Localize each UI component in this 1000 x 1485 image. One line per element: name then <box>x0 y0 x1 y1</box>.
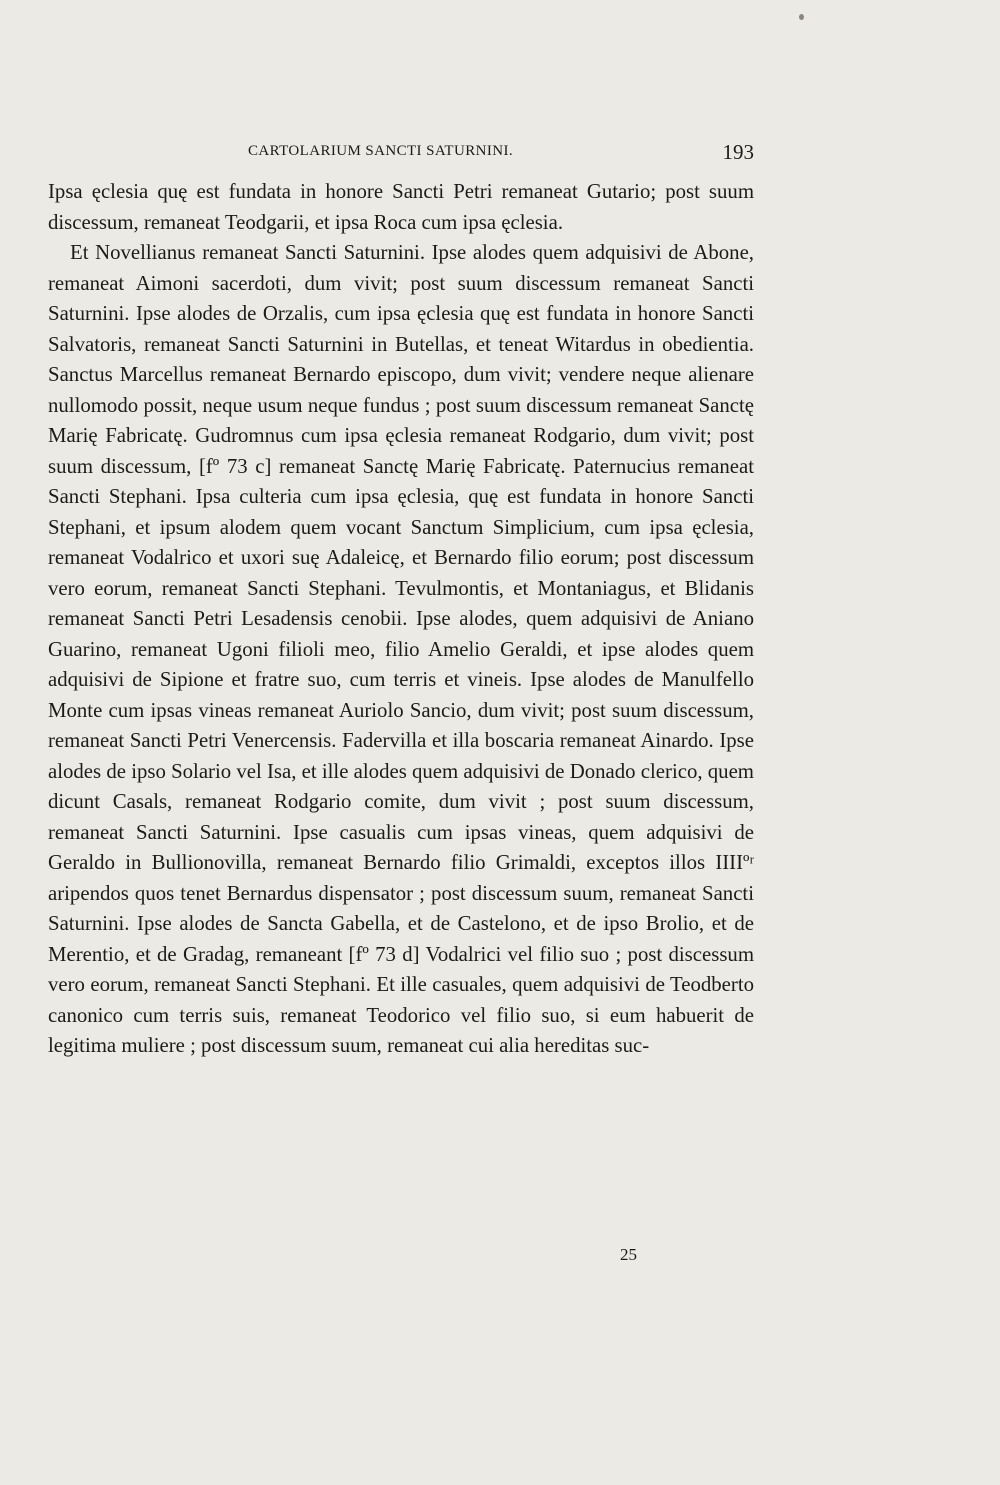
signature-mark: 25 <box>620 1245 637 1264</box>
ink-speck <box>799 14 804 20</box>
paragraph-1: Ipsa ęclesia quę est fundata in honore Sancti Petri remaneat Gutario; post suum discessum, remaneat Teodgarii, et ipsa Roca cum ipsa ęclesia. <box>48 180 754 234</box>
paragraph-2: Et Novellianus remaneat Sancti Saturnini. Ipse alodes quem adquisivi de Abone, remaneat Aimoni sacerdoti, dum vivit; post suum discessum remaneat Sancti Saturnini. Ipse alodes de Orzalis, cum ipsa ęclesia quę est fundata in honore Sancti Salvatoris, remaneat Sancti Saturnini in Butellas, et teneat Witardus in obedientia. Sanctus Marcellus remaneat Bernardo episcopo, dum vivit; vendere neque alienare nullomodo possit, neque usum neque fundus ; post suum discessum remaneat Sanctę Marię Fabricatę. Gudromnus cum ipsa ęclesia remaneat Rodgario, dum vivit; post suum discessum, [fº 73 c] remaneat Sanctę Marię Fabricatę. Paternucius remaneat Sancti Stephani. Ipsa culteria cum ipsa ęclesia, quę est fundata in honore Sancti Stephani, et ipsum alodem quem vocant Sanctum Simplicium, cum ipsa ęclesia, remaneat Vodalrico et uxori suę Adaleicę, et Bernardo filio eorum; post discessum vero eorum, remaneat Sancti Stephani. Tevulmontis, et Montaniagus, et Blidanis remaneat Sancti Petri Lesadensis cenobii. Ipse alodes, quem adquisivi de Aniano Guarino, remaneat Ugoni filioli meo, filio Amelio Geraldi, et ipse alodes quem adquisivi de Sipione et fratre suo, cum terris et vineis. Ipse alodes de Manulfello Monte cum ipsas vineas remaneat Auriolo Sancio, dum vivit; post suum discessum, remaneat Sancti Petri Venercensis. Fadervilla et illa boscaria remaneat Ainardo. Ipse alodes de ipso Solario vel Isa, et ille alodes quem adquisivi de Donado clerico, quem dicunt Casals, remaneat Rodgario comite, dum vivit ; post suum discessum, remaneat Sancti Saturnini. Ipse casualis cum ipsas vineas, quem adquisivi de Geraldo in Bullionovilla, remaneat Bernardo filio Grimaldi, exceptos illos IIIIºʳ aripendos quos tenet Bernardus dispensator ; post discessum suum, remaneat Sancti Saturnini. Ipse alodes de Sancta Gabella, et de Castelono, et de ipso Brolio, et de Merentio, et de Gradag, remaneant [fº 73 d] Vodalrici vel filio suo ; post discessum vero eorum, remaneat Sancti Stephani. Et ille casuales, quem adquisivi de Teodberto canonico cum terris suis, remaneat Teodorico vel filio suo, si eum habuerit de legitima muliere ; post discessum suum, remaneat cui alia hereditas suc- <box>48 241 754 1057</box>
body-text <box>48 177 754 1062</box>
running-title: CARTOLARIUM SANCTI SATURNINI. <box>248 143 514 159</box>
page-number: 193 <box>722 140 754 164</box>
running-head <box>48 140 754 173</box>
